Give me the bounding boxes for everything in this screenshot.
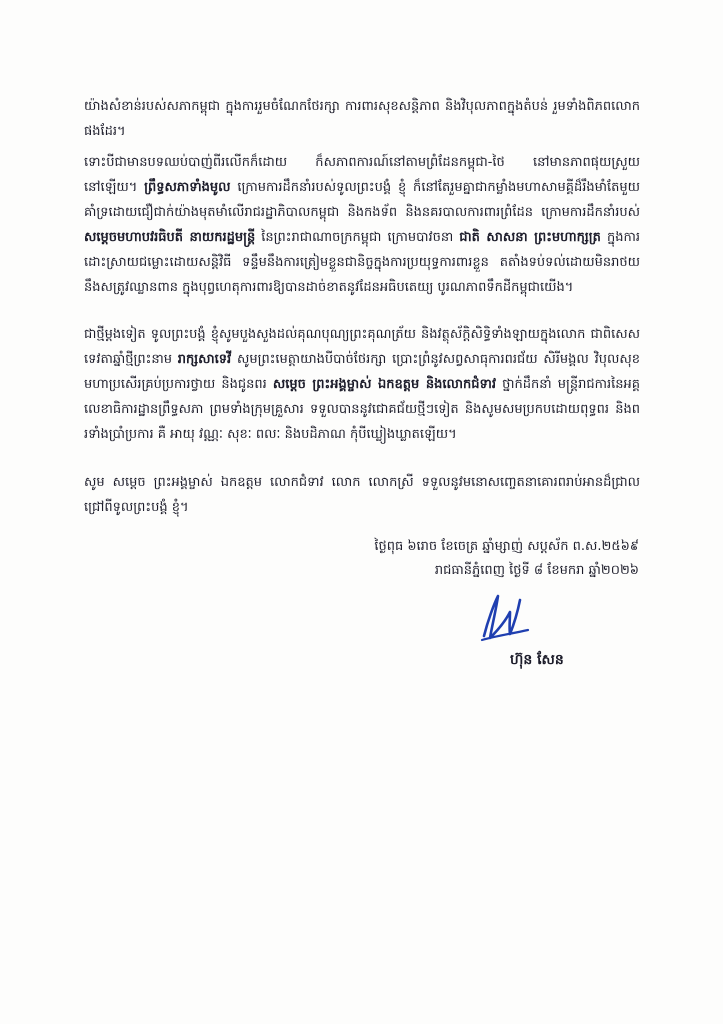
signature-mark	[476, 590, 536, 645]
paragraph-3-text-a: ជាថ្មីម្តងទៀត ទូលព្រះបង្គំ ខ្ញុំសូមបួងសួងដល់គុណបុណ្យព្រះគុណត្រ័យ និងវត្ថុស័ក្តិសិទ្ធិទាំងឡាយក្នុងលោក ជាពិសេសទេវតាឆ្នាំថ្មីព្រះនាម	[84, 327, 640, 367]
paragraph-2-text-b: ក្រោមការដឹកនាំរបស់ទូលព្រះបង្គំ ខ្ញុំ ក៏នៅតែរួមគ្នាជាកម្លាំងមហាសាមគ្គីដ៏រឹងមាំតែមួយ គាំទ្រដោយជឿជាក់យ៉ាងមុតមាំលើរាជរដ្ឋាភិបាលកម្ពុជា និងកងទ័ព និងនគរបាលការពារព្រំដែន ក្រោមការដឹកនាំរបស់	[84, 180, 640, 220]
paragraph-1: យ៉ាងសំខាន់របស់សភាកម្ពុជា ក្នុងការរួមចំណែកថែរក្សា ការពារសុខសន្តិភាព និងវិបុលភាពក្នុងតំបន់ រួមទាំងពិភពលោកផងដែរ។	[84, 99, 640, 139]
paragraph-3-bold-b: សម្តេច ព្រះអង្គម្ចាស់ ឯកឧត្តម និងលោកជំទាវ	[272, 377, 496, 392]
paragraph-2-bold-c: ជាតិ សាសនា ព្រះមហាក្សត្រ	[459, 230, 601, 245]
paragraph-3-text-b: សូមព្រះមេត្តាយាងបីបាច់ថែរក្សា ប្រោះព្រំនូវសព្វសាធុការពរជ័យ សិរីមង្គល វិបុលសុខ មហាប្រសើរគ្រប់ប្រការថ្វាយ និងជូនពរ	[84, 352, 640, 392]
paragraph-2-text-c: នៃព្រះរាជាណាចក្រកម្ពុជា ក្រោមបាវចនា	[255, 230, 460, 245]
paragraph-2-bold-b: សម្តេចមហាបវរធិបតី នាយករដ្ឋមន្ត្រី	[84, 230, 256, 245]
paragraph-3-bold-a: រាក្សសាទេវី	[177, 352, 232, 367]
signature-stroke-2	[482, 630, 528, 640]
paragraph-3	[84, 322, 640, 447]
place-and-solar-date: រាជធានីភ្នំពេញ ថ្ងៃទី ៨ ខែមករា ឆ្នាំ២០២៦	[434, 563, 639, 578]
paragraph-2	[84, 150, 640, 300]
paragraph-3-text-c: ថ្នាក់ដឹកនាំ មន្ត្រីរាជការនៃអគ្គលេខាធិការដ្ឋានព្រឹទ្ធសភា ព្រមទាំងក្រុមគ្រួសារ ទទួលបាននូវជោគជ័យថ្មីៗទៀត និងសូមសមប្រកបដោយពុទ្ធពរ និងពរទាំងប្រាំប្រការ គឺ អាយុ វណ្ណៈ សុខៈ ពលៈ និងបដិភាណ កុំបីឃ្លៀងឃ្លាតឡើយ។	[84, 377, 640, 442]
paragraph-4: សូម សម្តេច ព្រះអង្គម្ចាស់ ឯកឧត្តម លោកជំទាវ លោក លោកស្រី ទទួលនូវមនោសញ្ចេតនាគោរពរាប់អានដ៏ជ្រាលជ្រៅពីទូលព្រះបង្គំ ខ្ញុំ។	[84, 475, 640, 515]
paragraph-2-text-a: ទោះបីជាមានបទឈប់បាញ់ពីរលើកក៏ដោយ ក៏សភាពការណ៍នៅតាមព្រំដែនកម្ពុជា-ថៃ នៅមានភាពផុយស្រួយនៅឡើយ។	[84, 155, 640, 195]
paragraph-2-bold-a: ព្រឹទ្ធសភាទាំងមូល	[144, 180, 231, 195]
signer-name: ហ៊ុន សែន	[510, 652, 564, 668]
lunar-date: ថ្ងៃពុធ ៦រោច ខែចេត្រ ឆ្នាំម្សាញ់ សប្តស័ក ព.ស.២៥៦៩	[374, 539, 639, 554]
paragraph-2-text-d: ក្នុងការដោះស្រាយជម្លោះដោយសន្តិវិធី ទន្ទឹមនឹងការត្រៀមខ្លួនជានិច្ចក្នុងការប្រយុទ្ធការពារខ្លួន តតាំងទប់ទល់ដោយមិនរាថយនឹងសត្រូវឈ្លានពាន ក្នុងបុព្វហេតុការពារឱ្យបានដាច់ខាតនូវដែនអធិបតេយ្យ បូរណភាពទឹកដីកម្ពុជាយើង។	[84, 230, 641, 295]
